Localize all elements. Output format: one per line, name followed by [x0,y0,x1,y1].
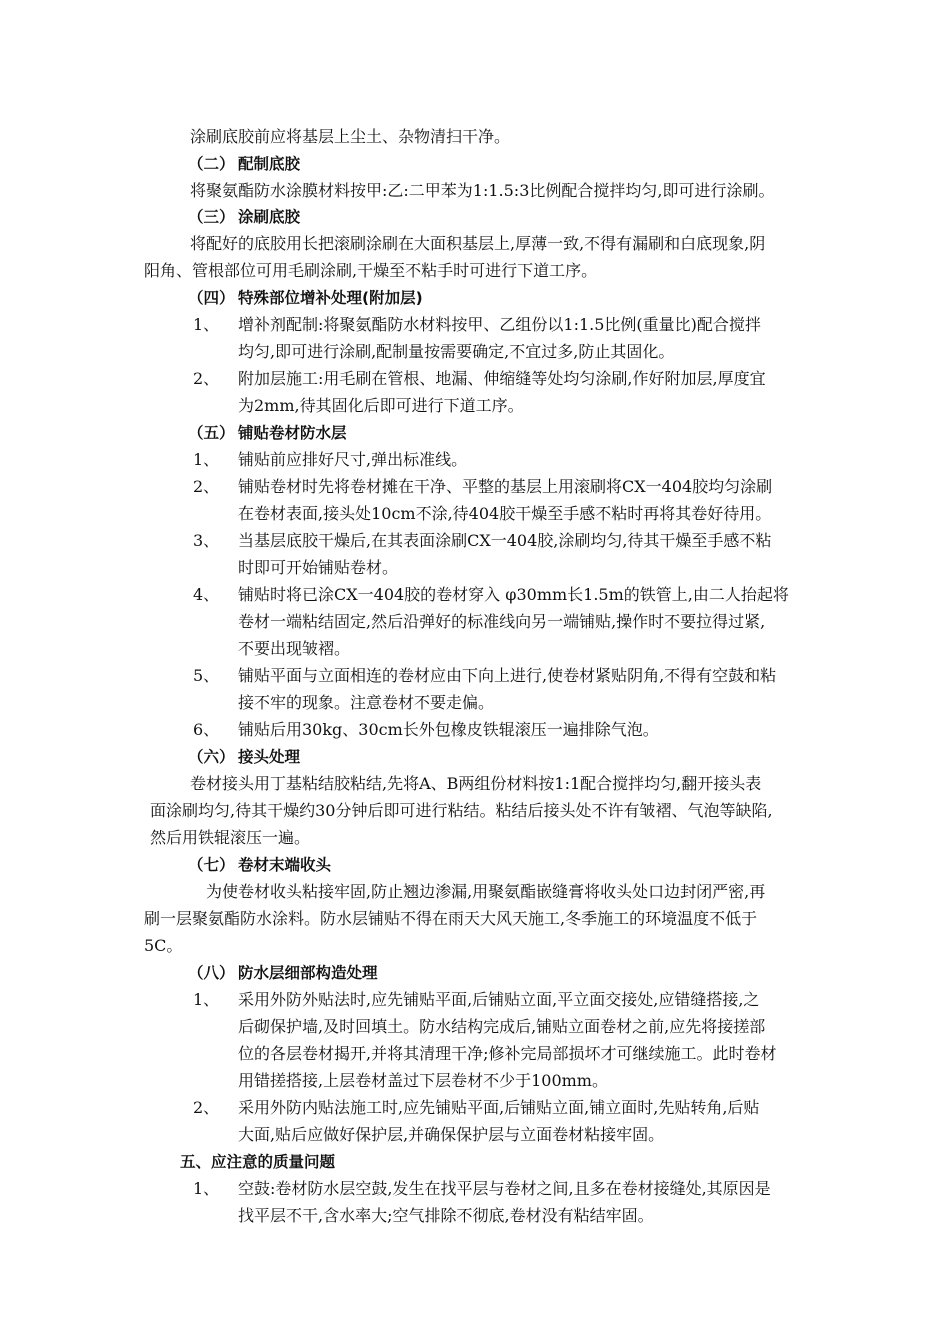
text-line: 涂刷底胶前应将基层上尘土、杂物清扫干净。 [190,127,511,146]
text-line: 面涂刷均匀,待其干燥约30分钟后即可进行粘结。粘结后接头处不许有皱褶、气泡等缺陷, [150,801,773,820]
text-line: 接不牢的现象。注意卷材不要走偏。 [238,693,495,712]
section-heading: 铺贴卷材防水层 [238,424,347,442]
text-line: 后砌保护墙,及时回填土。防水结构完成后,铺贴立面卷材之前,应先将接搓部 [238,1017,766,1036]
text-line: 采用外防外贴法时,应先铺贴平面,后铺贴立面,平立面交接处,应错缝搭接,之 [238,990,760,1009]
section-number: （六） [188,748,235,766]
section-heading: 特殊部位增补处理(附加层) [238,289,423,307]
text-line: 不要出现皱褶。 [238,639,351,658]
text-line: 铺贴后用30kg、30cm长外包橡皮铁辊滚压一遍排除气泡。 [238,720,659,739]
text-line: 为使卷材收头粘接牢固,防止翘边渗漏,用聚氨酯嵌缝膏将收头处口边封闭严密,再 [206,882,766,901]
text-line: 附加层施工:用毛刷在管根、地漏、伸缩缝等处均匀涂刷,作好附加层,厚度宜 [238,369,766,388]
list-number: 4、 [193,585,220,604]
text-line: 卷材接头用丁基粘结胶粘结,先将A、B两组份材料按1:1配合搅拌均匀,翻开接头表 [190,774,762,793]
list-number: 2、 [193,369,220,388]
section-heading: 涂刷底胶 [238,208,301,226]
section-number: （二） [188,155,235,173]
text-line: 将聚氨酯防水涂膜材料按甲:乙:二甲苯为1:1.5:3比例配合搅拌均匀,即可进行涂刷。 [190,181,775,200]
text-line: 卷材一端粘结固定,然后沿弹好的标准线向另一端铺贴,操作时不要拉得过紧, [238,612,766,631]
text-line: 位的各层卷材揭开,并将其清理干净;修补完局部损坏才可继续施工。此时卷材 [238,1044,777,1063]
text-line: 找平层不干,含水率大;空气排除不彻底,卷材没有粘结牢固。 [238,1206,654,1225]
text-line: 采用外防内贴法施工时,应先铺贴平面,后铺贴立面,铺立面时,先贴转角,后贴 [238,1098,760,1117]
section-number: （七） [188,856,235,874]
text-line: 铺贴平面与立面相连的卷材应由下向上进行,使卷材紧贴阴角,不得有空鼓和粘 [238,666,777,685]
text-line: 大面,贴后应做好保护层,并确保保护层与立面卷材粘接牢固。 [238,1125,665,1144]
text-line: 在卷材表面,接头处10cm不涂,待404胶干燥至手感不粘时再将其卷好待用。 [238,504,772,523]
section-heading: 配制底胶 [238,155,301,173]
text-line: 铺贴时将已涂CX一404胶的卷材穿入 φ30mm长1.5m的铁管上,由二人抬起将 [238,585,789,604]
section-number: （五） [188,424,235,442]
list-number: 1、 [193,1179,220,1198]
text-line: 5C。 [144,936,183,955]
text-line: 铺贴卷材时先将卷材摊在干净、平整的基层上用滚刷将CX一404胶均匀涂刷 [238,477,773,496]
chapter-heading: 五、应注意的质量问题 [180,1153,336,1171]
section-heading: 防水层细部构造处理 [238,964,378,982]
text-line: 然后用铁辊滚压一遍。 [150,828,311,847]
text-line: 均匀,即可进行涂刷,配制量按需要确定,不宜过多,防止其固化。 [238,342,675,361]
text-line: 当基层底胶干燥后,在其表面涂刷CX一404胶,涂刷均匀,待其干燥至手感不粘 [238,531,772,550]
list-number: 6、 [193,720,220,739]
text-line: 空鼓:卷材防水层空鼓,发生在找平层与卷材之间,且多在卷材接缝处,其原因是 [238,1179,771,1198]
list-number: 2、 [193,477,220,496]
list-number: 1、 [193,990,220,1009]
section-number: （三） [188,208,235,226]
section-heading: 卷材末端收头 [238,856,332,874]
list-number: 1、 [193,450,220,469]
text-line: 时即可开始铺贴卷材。 [238,558,399,577]
text-line: 铺贴前应排好尺寸,弹出标准线。 [238,450,468,469]
list-number: 2、 [193,1098,220,1117]
text-line: 为2mm,待其固化后即可进行下道工序。 [238,396,524,415]
text-line: 将配好的底胶用长把滚刷涂刷在大面积基层上,厚薄一致,不得有漏刷和白底现象,阴 [190,234,766,253]
list-number: 3、 [193,531,220,550]
list-number: 5、 [193,666,220,685]
text-line: 阳角、管根部位可用毛刷涂刷,干燥至不粘手时可进行下道工序。 [144,261,598,280]
section-heading: 接头处理 [238,748,301,766]
section-number: （八） [188,964,235,982]
text-line: 刷一层聚氨酯防水涂料。防水层铺贴不得在雨天大风天施工,冬季施工的环境温度不低于 [144,909,758,928]
text-line: 增补剂配制:将聚氨酯防水材料按甲、乙组份以1:1.5比例(重量比)配合搅拌 [238,315,761,334]
section-number: （四） [188,289,235,307]
list-number: 1、 [193,315,220,334]
text-line: 用错搓搭接,上层卷材盖过下层卷材不少于100mm。 [238,1071,608,1090]
